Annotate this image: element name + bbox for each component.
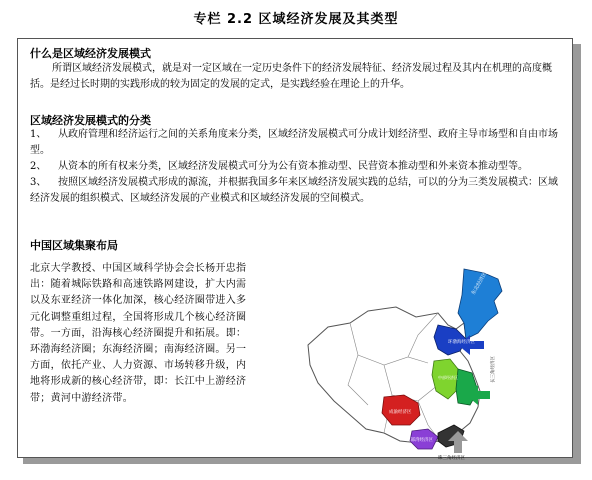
definition-paragraph: 所谓区域经济发展模式，就是对一定区域在一定历史条件下的经济发展特征、经济发展过程及其内在机理的高度概括。是经过长时期的实践形成的较为固定的发展的定式，是实践经验在理论上的升华。 (30, 63, 552, 90)
map-svg (288, 265, 554, 463)
section-heading-layout: 中国区域集聚布局 (30, 239, 118, 252)
page-title: 专栏 2.2 区域经济发展及其类型 (193, 12, 399, 27)
south-label: 珠三角经济区 (438, 455, 465, 460)
china-region-map (288, 265, 554, 463)
beibu-label: 北部湾经济区 (406, 437, 433, 442)
item-text: 按照区域经济发展模式形成的源流，并根据我国多年来区域经济发展实践的总结，可以的分为三类发展模式：区域经济发展的组织模式、区域经济发展的产业模式和区域经济发展的空间模式。 (30, 177, 558, 204)
content-frame (17, 38, 573, 458)
item-text: 从政府管理和经济运行之间的关系角度来分类，区域经济发展模式可分成计划经济型、政府主导市场型和自由市场型。 (30, 129, 558, 156)
zhongbu-label: 中部经济区 (438, 375, 458, 380)
item-number: 3、 (30, 177, 47, 188)
chengyu-label: 成渝经济区 (389, 409, 412, 414)
item-text: 从资本的所有权来分类，区域经济发展模式可分为公有资本推动型、民营资本推动型和外来资本推动型等。 (58, 161, 528, 172)
bohai-label: 环渤海经济区 (448, 339, 475, 344)
section-heading-classification: 区域经济发展模式的分类 (30, 114, 151, 127)
classification-list (30, 127, 560, 207)
northeast-label: 东北经济区 (470, 271, 489, 296)
list-item (30, 159, 560, 175)
section-heading-definition: 什么是区域经济发展模式 (30, 47, 151, 60)
list-item (30, 127, 560, 159)
layout-paragraph: 北京大学教授、中国区域科学协会会长杨开忠指出：随着城际铁路和高速铁路网建设，扩大内需以及东亚经济一体化加深，核心经济圈带进入多元化调整重组过程，全国将形成几个核心经济圈带。一方面，沿海核心经济圈提升和拓展。即：环渤海经济圈；东海经济圈；南海经济圈。另一方面，依托产业、人力资源、市场转移升级，内地将形成新的核心经济带，即：长江中上游经济带；黄河中游经济带。 (30, 263, 247, 404)
east-label: 长三角经济区 (490, 356, 495, 383)
list-item (30, 175, 560, 207)
item-number: 1、 (30, 129, 47, 140)
item-number: 2、 (30, 161, 47, 172)
